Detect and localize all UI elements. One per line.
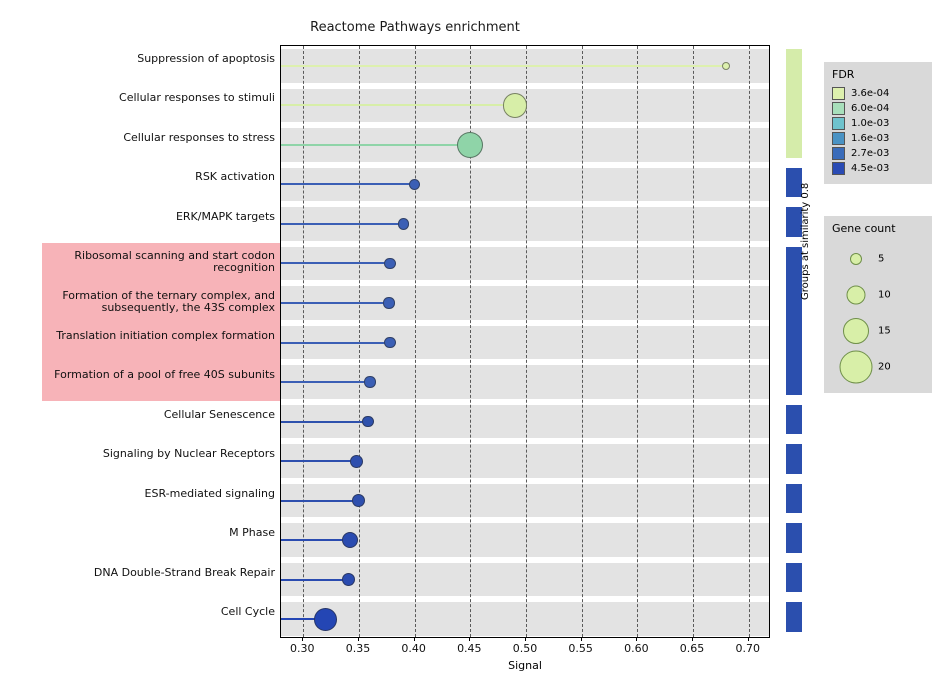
y-axis-label: Translation initiation complex formation (56, 328, 275, 342)
lollipop-stem (281, 183, 415, 185)
gene-legend-item (832, 241, 926, 277)
fdr-legend-label: 6.0e-04 (851, 103, 890, 114)
grid-line (693, 46, 694, 637)
fdr-color-swatch (832, 162, 845, 175)
gene-legend-label: 5 (878, 253, 885, 265)
y-axis-label: Suppression of apoptosis (137, 51, 275, 65)
x-tick-mark (302, 637, 303, 641)
data-point[interactable] (362, 416, 373, 427)
lollipop-stem (281, 223, 404, 225)
x-tick-label: 0.35 (345, 642, 371, 655)
lollipop-stem (281, 302, 389, 304)
data-point[interactable] (364, 376, 375, 387)
lollipop-stem (281, 579, 349, 581)
fdr-legend-title: FDR (832, 68, 855, 81)
gene-legend-label: 20 (878, 361, 891, 373)
similarity-group-segment (786, 484, 802, 514)
x-tick-label: 0.40 (401, 642, 426, 655)
grid-line (415, 46, 416, 637)
x-tick-label: 0.60 (624, 642, 649, 655)
gene-legend-title: Gene count (832, 222, 896, 235)
y-axis-label: Cellular responses to stress (123, 130, 275, 144)
chart-title: Reactome Pathways enrichment (310, 20, 520, 35)
grid-line (637, 46, 638, 637)
fdr-legend-label: 2.7e-03 (851, 148, 890, 159)
fdr-legend-item (832, 161, 926, 176)
y-axis-label: Ribosomal scanning and start codon recognition (74, 249, 275, 275)
grid-line (582, 46, 583, 637)
data-point[interactable] (398, 218, 409, 229)
grid-line (749, 46, 750, 637)
fdr-legend (824, 62, 932, 184)
similarity-axis-label: Groups at similarity 0.8 (800, 182, 811, 300)
x-tick-mark (414, 637, 415, 641)
gene-legend-item (832, 277, 926, 313)
lollipop-stem (281, 460, 357, 462)
x-tick-mark (469, 637, 470, 641)
data-point[interactable] (314, 608, 337, 631)
fdr-legend-items (832, 86, 926, 176)
row-band (281, 602, 769, 636)
x-tick-mark (358, 637, 359, 641)
gene-legend-item (832, 313, 926, 349)
x-tick-label: 0.50 (512, 642, 538, 655)
x-tick-mark (748, 637, 749, 641)
gene-size-bubble (847, 286, 866, 305)
y-axis-label: ESR-mediated signaling (144, 486, 275, 500)
lollipop-stem (281, 262, 390, 264)
data-point[interactable] (350, 455, 363, 468)
grid-line (526, 46, 527, 637)
gene-size-bubble (843, 318, 869, 344)
fdr-color-swatch (832, 102, 845, 115)
y-axis-label: M Phase (229, 526, 275, 540)
gene-count-legend (824, 216, 932, 393)
fdr-color-swatch (832, 117, 845, 130)
lollipop-stem (281, 104, 515, 106)
fdr-legend-label: 3.6e-04 (851, 88, 890, 99)
fdr-legend-item (832, 86, 926, 101)
x-tick-label: 0.70 (735, 642, 760, 655)
lollipop-stem (281, 381, 370, 383)
fdr-color-swatch (832, 132, 845, 145)
similarity-group-segment (786, 405, 802, 435)
x-tick-mark (525, 637, 526, 641)
y-axis-label: Formation of the ternary complex, and subsequently, the 43S complex (62, 288, 275, 314)
gene-legend-items (832, 241, 926, 385)
x-axis-title: Signal (508, 659, 542, 672)
data-point[interactable] (384, 337, 395, 348)
fdr-legend-item (832, 146, 926, 161)
data-point[interactable] (383, 297, 394, 308)
fdr-legend-label: 1.6e-03 (851, 133, 890, 144)
lollipop-stem (281, 421, 368, 423)
y-axis-label: Cellular Senescence (163, 407, 275, 421)
similarity-group-segment (786, 49, 802, 158)
y-axis-label: DNA Double-Strand Break Repair (93, 565, 275, 579)
fdr-legend-item (832, 131, 926, 146)
gene-legend-label: 15 (878, 325, 891, 337)
fdr-color-swatch (832, 87, 845, 100)
y-axis-label: Cell Cycle (220, 605, 275, 619)
data-point[interactable] (384, 258, 395, 269)
x-tick-label: 0.65 (679, 642, 705, 655)
y-axis-label: RSK activation (195, 170, 275, 184)
fdr-legend-label: 1.0e-03 (851, 118, 890, 129)
y-axis-label: Signaling by Nuclear Receptors (102, 447, 275, 461)
gene-size-bubble (840, 351, 873, 384)
lollipop-stem (281, 342, 390, 344)
similarity-group-segment (786, 444, 802, 474)
fdr-legend-item (832, 101, 926, 116)
x-tick-label: 0.30 (290, 642, 315, 655)
data-point[interactable] (503, 93, 528, 118)
lollipop-stem (281, 65, 726, 67)
gene-legend-item (832, 349, 926, 385)
similarity-group-segment (786, 523, 802, 553)
plot-area (280, 45, 770, 638)
y-axis-label: Formation of a pool of free 40S subunits (54, 368, 275, 382)
lollipop-stem (281, 539, 350, 541)
fdr-color-swatch (832, 147, 845, 160)
gene-size-bubble (850, 253, 862, 265)
similarity-group-segment (786, 563, 802, 593)
gene-legend-label: 10 (878, 289, 891, 301)
fdr-legend-item (832, 116, 926, 131)
lollipop-stem (281, 500, 359, 502)
x-tick-mark (636, 637, 637, 641)
similarity-group-bar (786, 45, 802, 638)
similarity-group-segment (786, 602, 802, 632)
x-tick-label: 0.45 (457, 642, 482, 655)
y-axis-label: Cellular responses to stimuli (119, 91, 275, 105)
x-tick-mark (581, 637, 582, 641)
x-tick-mark (692, 637, 693, 641)
y-axis-labels (20, 45, 275, 638)
y-axis-label: ERK/MAPK targets (175, 209, 275, 223)
x-tick-label: 0.55 (568, 642, 593, 655)
lollipop-stem (281, 144, 470, 146)
fdr-legend-label: 4.5e-03 (851, 163, 890, 174)
